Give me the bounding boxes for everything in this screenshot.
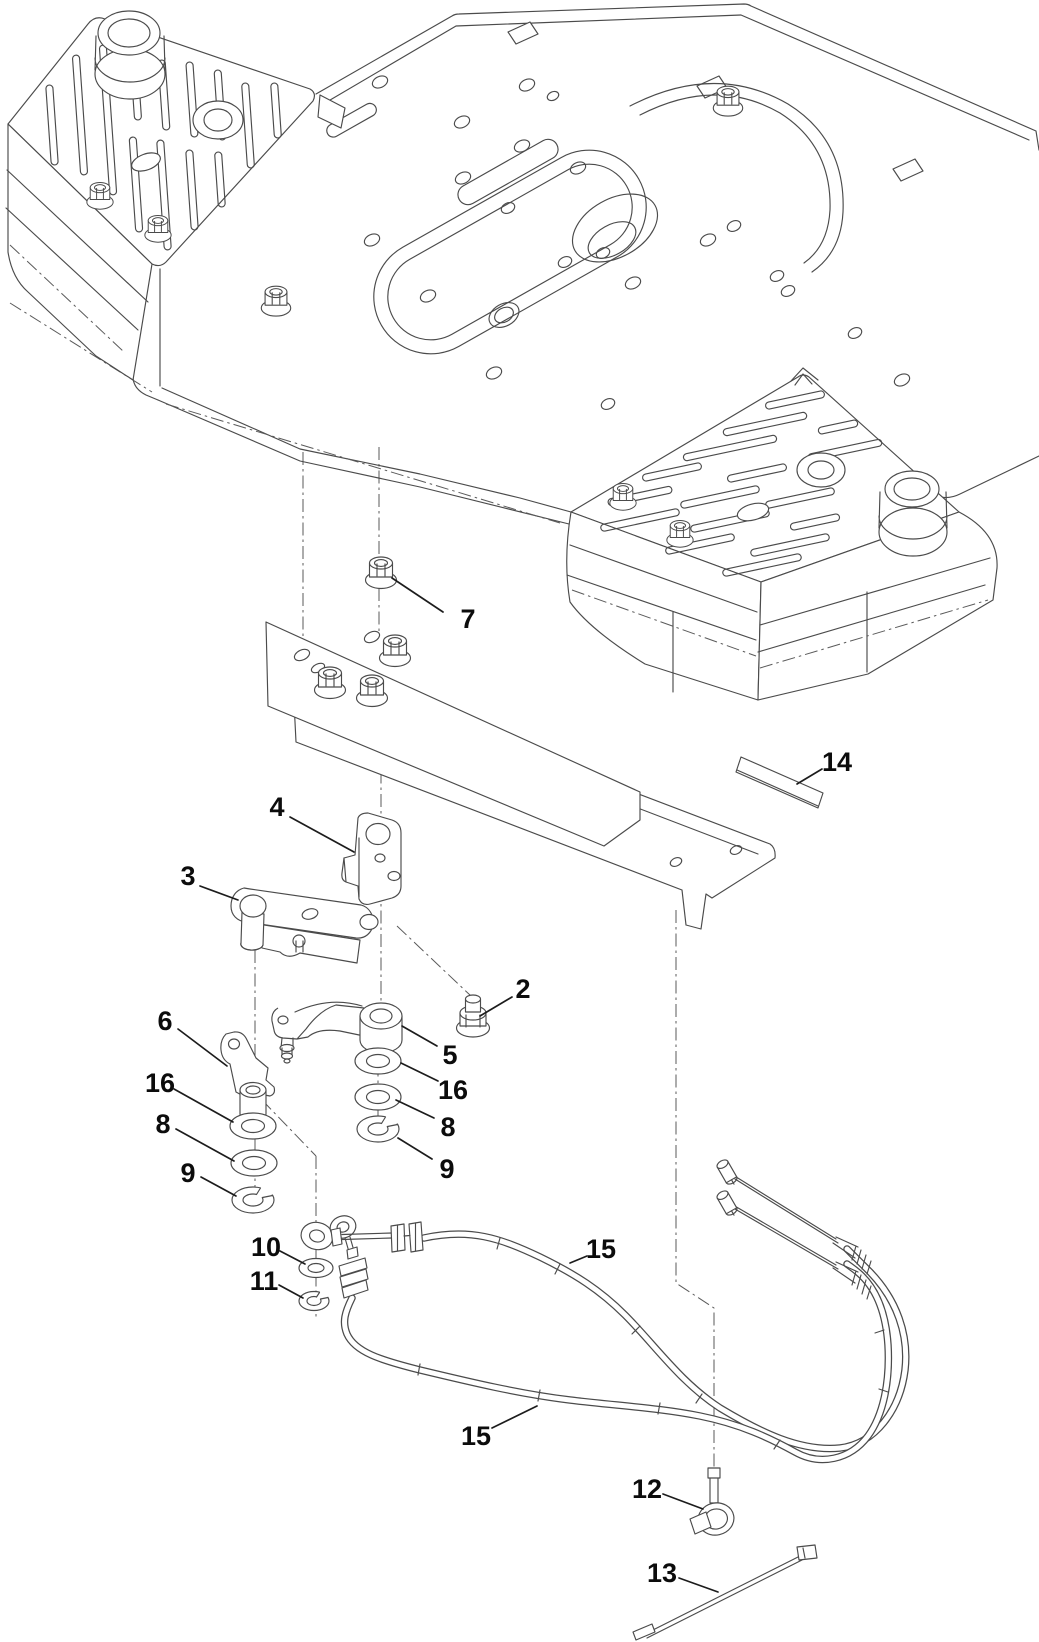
leader-2: [480, 997, 512, 1016]
platform-slot-hole: [454, 136, 561, 209]
leader-9-left: [201, 1177, 236, 1196]
callout-15-lower: 15: [460, 1421, 492, 1451]
leader-5: [402, 1026, 437, 1046]
cam-lever-part6: [221, 1032, 275, 1122]
leader-10: [280, 1251, 305, 1264]
leader-7: [392, 578, 443, 612]
washer-part8-right: [355, 1084, 401, 1110]
platform-near-edge: [162, 388, 571, 512]
leader-16-right: [401, 1063, 438, 1081]
callout-12: 12: [631, 1474, 663, 1504]
leader-15-upper: [570, 1256, 587, 1263]
callout-11: 11: [249, 1266, 279, 1296]
platform-tab-3: [893, 159, 923, 181]
plate-nut-1: [315, 667, 346, 699]
flange-nut-part7: [366, 557, 397, 589]
callout-5: 5: [442, 1040, 458, 1070]
left-tank-gauge: [193, 101, 243, 139]
nut-plate-hole-2: [363, 629, 382, 645]
callout-15-upper: 15: [585, 1234, 617, 1264]
leader-11: [279, 1285, 303, 1298]
leader-14: [797, 769, 822, 784]
callout-9-left: 9: [180, 1158, 196, 1188]
leader-8-right: [396, 1100, 434, 1118]
callout-8-right: 8: [440, 1112, 456, 1142]
callout-6: 6: [157, 1006, 173, 1036]
callout-10: 10: [250, 1232, 282, 1262]
cable-rod-end-upper: [299, 1219, 336, 1252]
callout-8-left: 8: [155, 1109, 171, 1139]
washer-part16-left: [230, 1113, 276, 1139]
platform-holes: [362, 74, 911, 412]
leader-16-left: [174, 1089, 233, 1122]
rod-end-collar: [331, 1228, 342, 1246]
pan-round-hole: [485, 298, 524, 333]
e-clip-part9-right: [357, 1109, 406, 1142]
platform-far-edge: [316, 4, 1039, 150]
link-plate-pin: [241, 912, 264, 950]
callout-4: 4: [269, 792, 285, 822]
right-fuel-tank: [567, 368, 997, 700]
link-plate-part3: [231, 888, 378, 963]
leader-4: [290, 817, 354, 852]
leader-3: [200, 886, 238, 900]
callout-16-right: 16: [437, 1075, 469, 1105]
callout-2: 2: [515, 974, 531, 1004]
cable-lower-conduit: [345, 1264, 889, 1459]
cable-barrel-end-upper: [716, 1158, 740, 1187]
washer-part10: [299, 1259, 333, 1278]
platform-right-lobe-inner: [640, 95, 830, 263]
washer-part16-right: [355, 1048, 401, 1074]
e-clip-part9-left: [232, 1180, 281, 1213]
throttle-cables-part15: [299, 1158, 906, 1459]
platform-hidden-edge-2: [166, 404, 560, 523]
leader-9-right: [398, 1138, 432, 1159]
platform-tab-1: [508, 22, 538, 44]
platform-bolt-left: [261, 286, 290, 316]
leader-13: [679, 1578, 718, 1592]
left-tank-bolt-2: [145, 215, 171, 242]
plate-nut-3: [380, 635, 411, 667]
plate-nut-2: [357, 675, 388, 707]
leader-12: [663, 1494, 703, 1509]
callout-16-left: 16: [144, 1068, 176, 1098]
cable-barrel-end-lower: [716, 1189, 740, 1218]
pan-oval-boss: [561, 180, 670, 276]
bracket-part4: [342, 813, 401, 904]
callout-3: 3: [180, 861, 196, 891]
callout-9-right: 9: [439, 1154, 455, 1184]
callout-13: 13: [646, 1558, 678, 1588]
right-tank-gauge: [797, 453, 845, 487]
pan-oval-opening: [582, 214, 642, 266]
center-pan: [353, 130, 669, 375]
platform-junction-bracket: [318, 95, 345, 128]
right-tank-bolt-1: [610, 483, 636, 510]
left-tank-bolt-1: [87, 182, 113, 209]
washer-part8-left: [231, 1150, 277, 1176]
platform-right-lower-edge: [940, 456, 1039, 498]
callout-14: 14: [821, 747, 853, 777]
shim-strip-part14: [736, 757, 823, 808]
callout-7: 7: [460, 604, 476, 634]
right-tank-bolt-2: [667, 520, 693, 547]
leader-8-left: [176, 1129, 234, 1161]
centerline-bolt2: [397, 926, 471, 996]
platform-far-edge-inner: [325, 15, 1029, 140]
cable-clamp-part12: [690, 1468, 737, 1538]
shoulder-bolt-part2: [457, 995, 490, 1037]
platform-bolt-right: [713, 86, 742, 116]
leader-6: [178, 1029, 227, 1066]
leader-15-lower: [492, 1406, 537, 1428]
